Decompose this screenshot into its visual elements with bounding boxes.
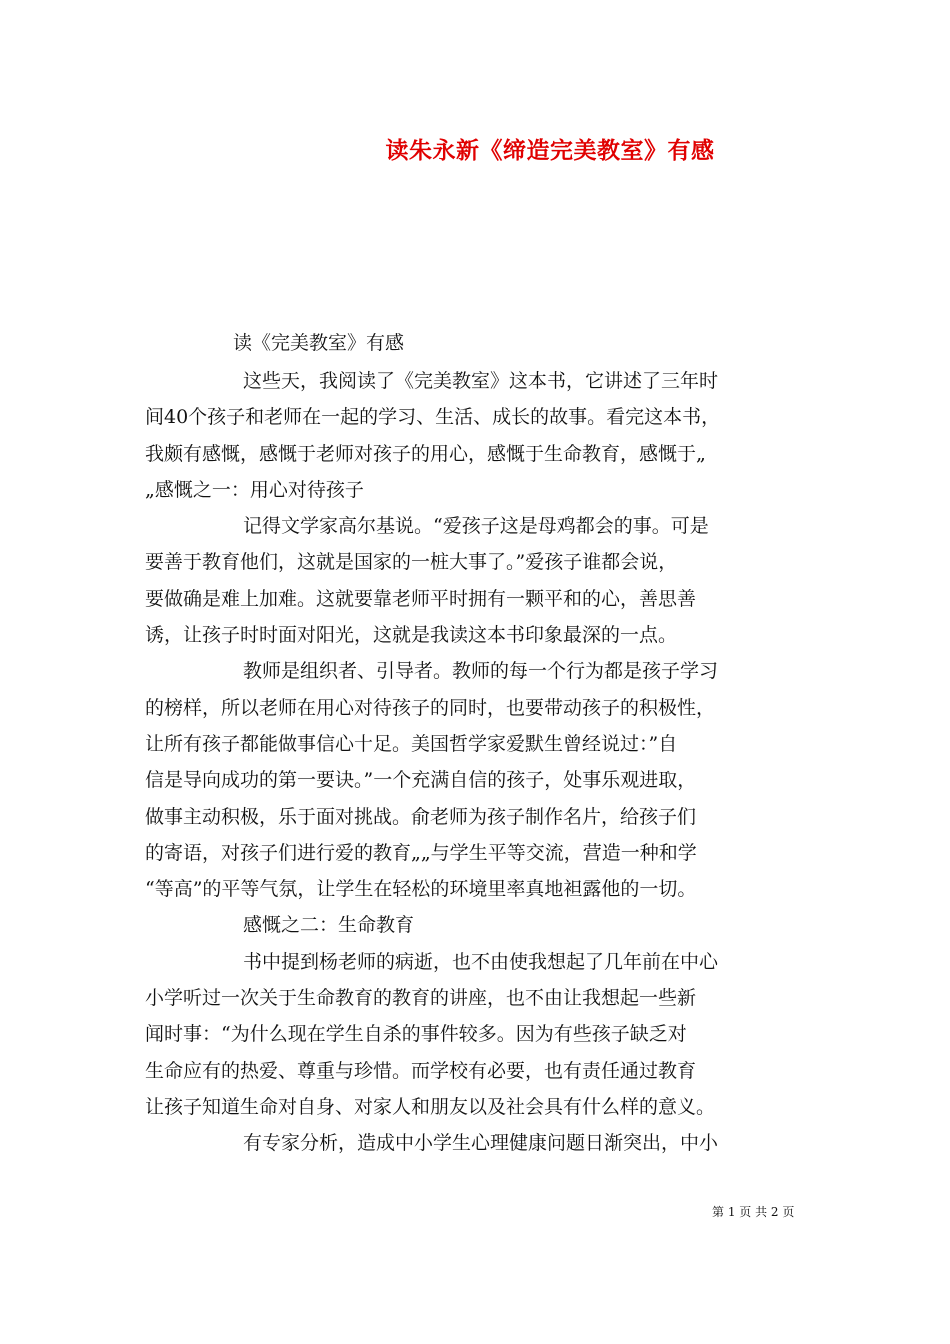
body-line: „感慨之一：用心对待孩子 xyxy=(145,478,364,501)
body-line: 间40个孩子和老师在一起的学习、生活、成长的故事。看完这本书， xyxy=(145,406,721,429)
body-line: 这些天，我阅读了《完美教室》这本书，它讲述了三年时 xyxy=(243,370,719,392)
body-line: 小学听过一次关于生命教育的教育的讲座，也不由让我想起一些新 xyxy=(145,987,697,1010)
article-subtitle: 读《完美教室》有感 xyxy=(233,332,405,354)
body-line: 信是导向成功的第一要诀。”一个充满自信的孩子，处事乐观进取， xyxy=(145,769,697,792)
article-body xyxy=(145,363,815,1162)
page-number: 第 1 页 共 2 页 xyxy=(712,1205,795,1219)
body-line: 要做确是难上加难。这就要靠老师平时拥有一颗平和的心，善思善 xyxy=(145,587,697,610)
body-line: 生命应有的热爱、尊重与珍惜。而学校有必要，也有责任通过教育 xyxy=(145,1059,697,1082)
body-line: 闻时事：“为什么现在学生自杀的事件较多。因为有些孩子缺乏对 xyxy=(145,1023,687,1046)
body-line: 让孩子知道生命对自身、对家人和朋友以及社会具有什么样的意义。 xyxy=(145,1095,716,1118)
body-line: 让所有孩子都能做事信心十足。美国哲学家爱默生曾经说过：”自 xyxy=(145,732,678,755)
body-line: 有专家分析，造成中小学生心理健康问题日渐突出，中小 xyxy=(243,1132,719,1155)
body-line: 的寄语，对孩子们进行爱的教育„„与学生平等交流，营造一种和学 xyxy=(145,841,697,864)
body-line: 的榜样，所以老师在用心对待孩子的同时，也要带动孩子的积极性， xyxy=(145,696,716,719)
body-line: 我颇有感慨，感慨于老师对孩子的用心，感慨于生命教育，感慨于„ xyxy=(145,442,706,465)
section-heading: 感慨之二：生命教育 xyxy=(243,914,415,937)
body-line: 书中提到杨老师的病逝，也不由使我想起了几年前在中心 xyxy=(243,950,719,973)
body-line: 教师是组织者、引导者。教师的每一个行为都是孩子学习 xyxy=(243,660,719,683)
body-line: 做事主动积极，乐于面对挑战。俞老师为孩子制作名片，给孩子们 xyxy=(145,805,697,828)
body-line: 记得文学家高尔基说。“爱孩子这是母鸡都会的事。可是 xyxy=(243,515,709,538)
body-line: 诱，让孩子时时面对阳光，这就是我读这本书印象最深的一点。 xyxy=(145,624,678,647)
body-line: “等高”的平等气氛，让学生在轻松的环境里率真地袒露他的一切。 xyxy=(145,878,697,901)
body-line: 要善于教育他们，这就是国家的一桩大事了。”爱孩子谁都会说， xyxy=(145,551,678,574)
page-title: 读朱永新《缔造完美教室》有感 xyxy=(385,137,715,164)
